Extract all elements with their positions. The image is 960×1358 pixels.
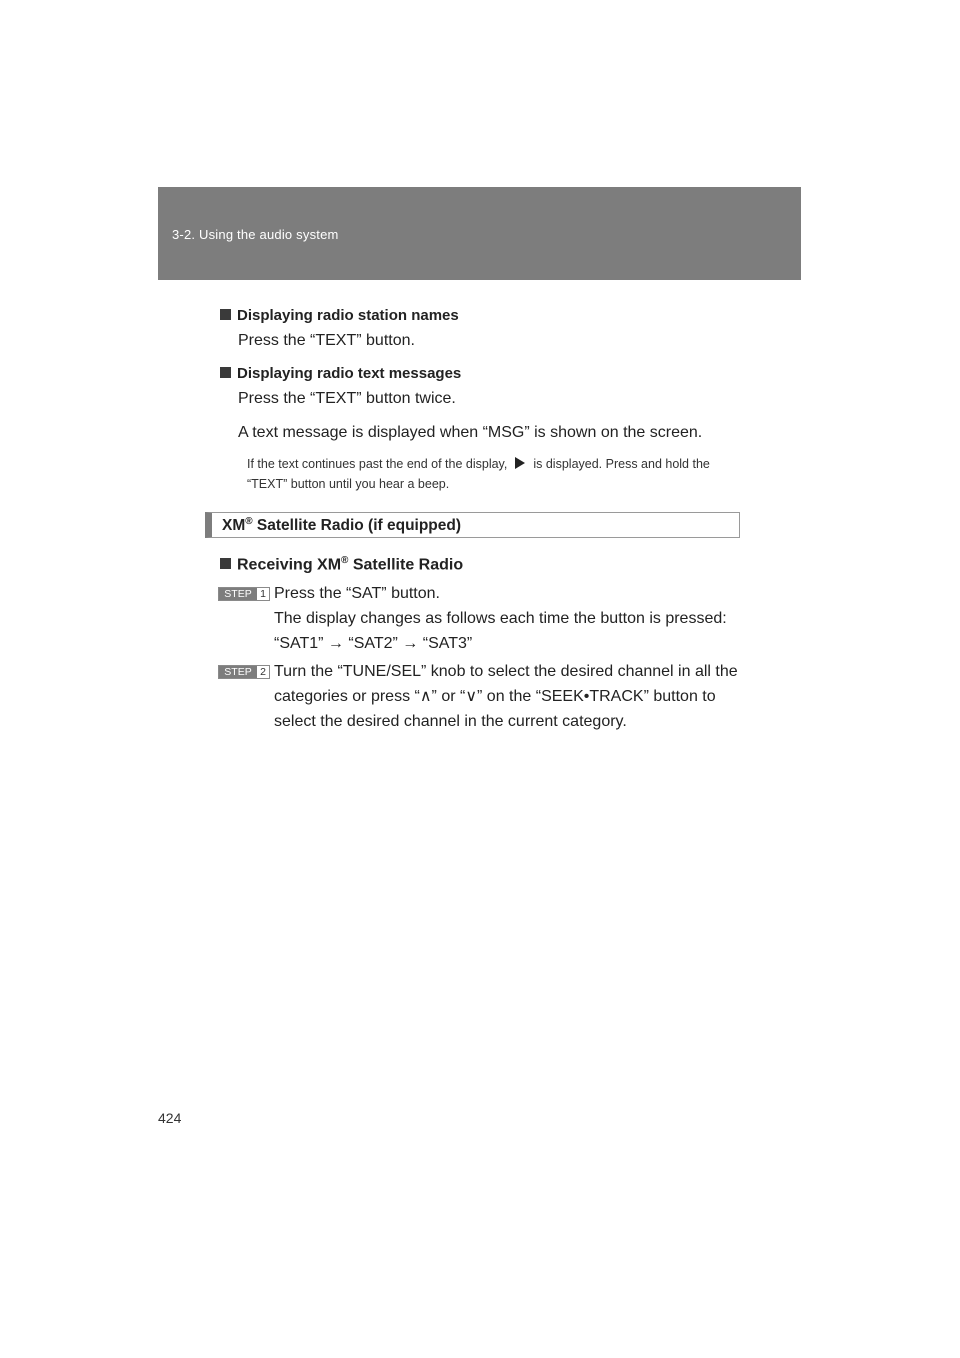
step-badge-2: [218, 665, 270, 679]
step-label: STEP: [219, 666, 257, 678]
step-number: 2: [257, 666, 269, 678]
section-heading-receiving-xm: [220, 555, 463, 574]
step-1-line-3: “SAT1” → “SAT2” → “SAT3”: [274, 635, 473, 652]
heading-prefix: Receiving XM: [237, 556, 342, 574]
heading-rest: Satellite Radio: [348, 556, 464, 574]
text-messages-description: A text message is displayed when “MSG” is shown on the screen.: [238, 424, 703, 441]
step-2-line-2: categories or press “∧” or “∨” on the “SEEK•TRACK” button to: [274, 688, 716, 705]
text-messages-instruction: Press the “TEXT” button twice.: [238, 390, 456, 407]
xm-section-title: [222, 516, 461, 535]
step-2-line-3: select the desired channel in the current category.: [274, 713, 627, 730]
station-names-instruction: Press the “TEXT” button.: [238, 332, 415, 349]
square-bullet-icon: [220, 309, 231, 320]
section-heading-station-names: [220, 307, 459, 324]
step-1-text: [274, 581, 739, 656]
page-number: 424: [158, 1110, 182, 1126]
step-2-text: [274, 659, 739, 734]
note-text-2: is displayed. Press and hold the “TEXT” button until you hear a beep.: [247, 457, 710, 491]
registered-mark: ®: [341, 555, 349, 566]
step-number: 1: [257, 588, 269, 600]
step-1-line-1: Press the “SAT” button.: [274, 585, 440, 602]
title-rest: Satellite Radio (if equipped): [252, 517, 462, 535]
section-heading-text-messages: [220, 365, 461, 382]
heading-text: Displaying radio station names: [237, 307, 459, 324]
step-2-line-1: Turn the “TUNE/SEL” knob to select the desired channel in all the: [274, 663, 738, 680]
step-1-line-2: The display changes as follows each time the button is pressed:: [274, 610, 727, 627]
note-paragraph: [247, 454, 737, 494]
step-badge-1: [218, 587, 270, 601]
heading-text: Displaying radio text messages: [237, 365, 462, 382]
chapter-header-bar: [158, 187, 801, 280]
title-prefix: XM: [222, 517, 246, 535]
note-text-1: If the text continues past the end of the display,: [247, 457, 508, 471]
breadcrumb: 3-2. Using the audio system: [172, 227, 339, 242]
square-bullet-icon: [220, 558, 231, 569]
registered-mark: ®: [245, 516, 253, 527]
square-bullet-icon: [220, 367, 231, 378]
xm-section-title-box: [205, 512, 740, 538]
play-arrow-icon: [515, 457, 525, 469]
step-label: STEP: [219, 588, 257, 600]
